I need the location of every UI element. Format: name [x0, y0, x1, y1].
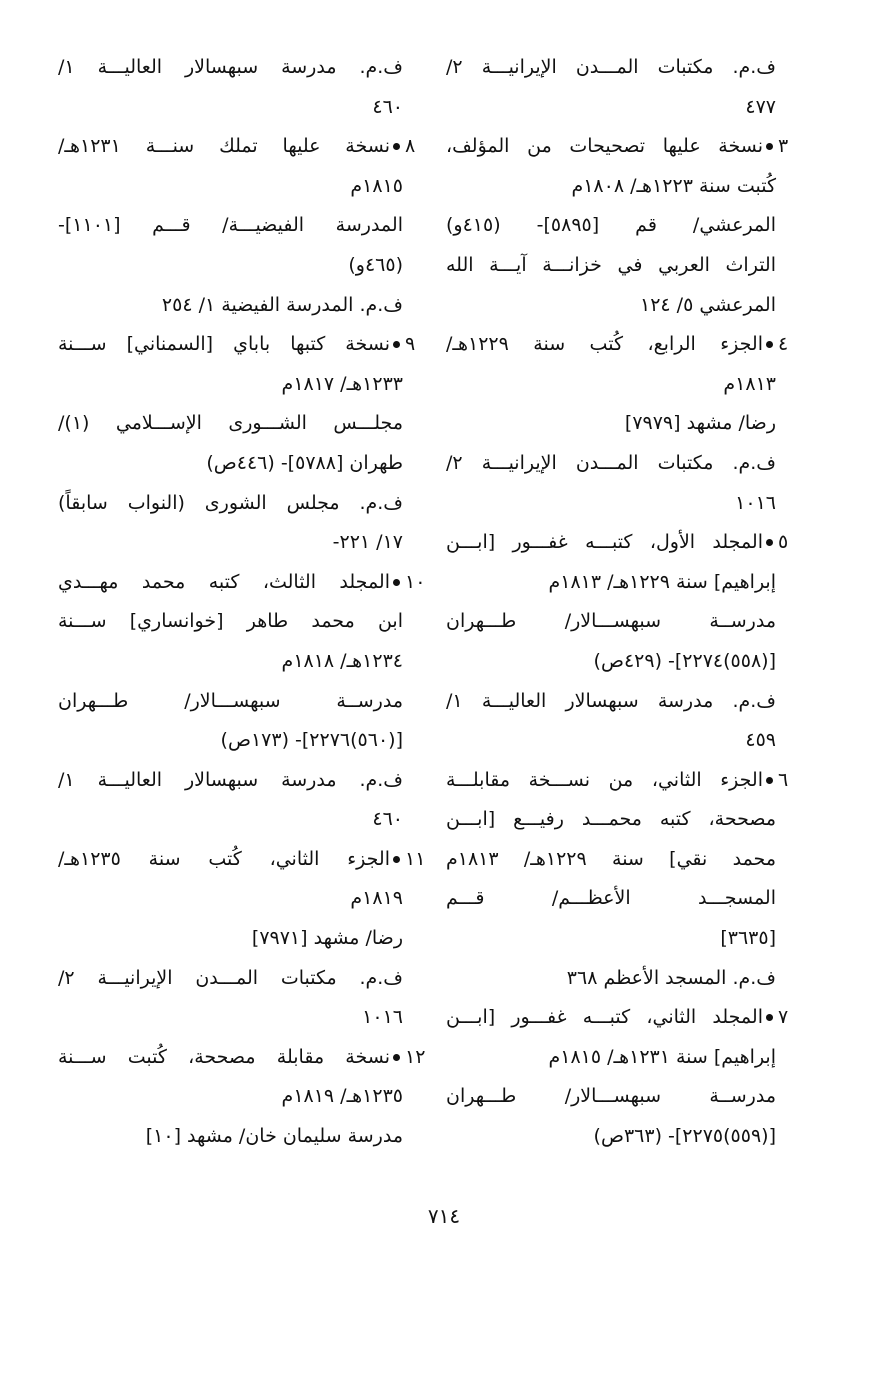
entry-number: ٦: [778, 768, 789, 791]
line-text: محمد نقي] سنة ١٢٢٩هـ/ ١٨١٣م: [446, 847, 776, 870]
bullet-icon: [766, 1014, 773, 1021]
line-text: ف.م. مكتبات المـــدن الإيرانيـــة ٢/: [446, 56, 776, 78]
line-text: الجزء الثاني، كُتب سنة ١٢٣٥هـ/: [58, 847, 390, 870]
entry-number: ١١: [405, 847, 426, 870]
line-text: [٣٦٣٥]: [720, 927, 776, 950]
line-text: المجلد الثالث، كتبه محمد مهـــدي: [58, 570, 390, 593]
line-text: ف.م. مكتبات المـــدن الإيرانيـــة ٢/: [58, 966, 403, 989]
line-text: نسخة كتبها باباي [السمناني] ســـنة: [58, 333, 390, 356]
bullet-icon: [393, 856, 400, 863]
right-column-line: [446, 563, 776, 603]
right-column-line: [446, 919, 776, 959]
left-column-line: [58, 48, 403, 88]
line-text: ١٠١٦: [735, 491, 776, 514]
left-column-line: [58, 325, 416, 365]
entry-number: ٥: [778, 531, 789, 554]
left-column-line: [58, 800, 403, 840]
page-number: ٧١٤: [427, 1204, 461, 1228]
line-text: إبراهيم] سنة ١٢٣١هـ/ ١٨١٥م: [548, 1045, 776, 1068]
line-text: نسخة عليها تصحيحات من المؤلف،: [446, 135, 763, 158]
right-column-line: [446, 840, 776, 880]
left-column-line: [58, 1077, 403, 1117]
line-text: ١٢٣٤هـ/ ١٨١٨م: [281, 649, 403, 672]
line-text: كُتبت سنة ١٢٢٣هـ/ ١٨٠٨م: [571, 174, 776, 197]
line-text: المجلد الثاني، كتبـــه غفـــور [ابـــن: [446, 1006, 763, 1029]
line-text: ف.م. المسجد الأعظم ٣٦٨: [566, 966, 776, 989]
left-column-line: [58, 682, 403, 722]
line-text: ابن محمد طاهر [خوانساري] ســـنة: [58, 610, 403, 633]
line-text: مصححة، كتبه محمـــد رفيـــع [ابـــن: [446, 808, 776, 831]
left-column-line: [58, 840, 426, 880]
left-column-line: [58, 404, 403, 444]
right-column-line: [446, 246, 776, 286]
entry-number: ٤: [778, 333, 789, 356]
bullet-icon: [393, 341, 400, 348]
left-column-line: [58, 761, 403, 801]
left-column-line: [58, 721, 403, 761]
right-column-line: [446, 286, 776, 326]
right-column-line: [446, 484, 776, 524]
right-column-line: [446, 1077, 776, 1117]
line-text: ٤٦٠: [372, 95, 403, 118]
line-text: ف.م. المدرسة الفيضية ١/ ٢٥٤: [161, 293, 403, 316]
line-text: المرعشي ٥/ ١٢٤: [640, 293, 776, 316]
right-column-line: [446, 206, 776, 246]
bullet-icon: [766, 777, 773, 784]
line-text: إبراهيم] سنة ١٢٢٩هـ/ ١٨١٣م: [548, 570, 776, 593]
left-column-line: [58, 206, 403, 246]
left-column-line: [58, 365, 403, 405]
line-text: ١٢٣٥هـ/ ١٨١٩م: [281, 1085, 403, 1108]
entry-number: ٧: [778, 1006, 789, 1029]
right-column-line: [446, 879, 776, 919]
entry-number: ٣: [778, 135, 789, 158]
left-column-line: [58, 523, 403, 563]
line-text: مدرســة سبهســـالار/ طـــهران: [446, 610, 776, 633]
bullet-icon: [393, 579, 400, 586]
bullet-icon: [766, 539, 773, 546]
bullet-icon: [393, 1054, 400, 1061]
left-column: [58, 48, 426, 1157]
left-column-line: [58, 642, 403, 682]
line-text: ف.م. مكتبات المـــدن الإيرانيـــة ٢/: [446, 451, 776, 474]
line-text: ١٧/ ٢٢١-: [332, 531, 403, 554]
line-text: ٤٦٠: [372, 808, 403, 831]
line-text: الجزء الثاني، من نســـخة مقابلـــة: [446, 768, 763, 791]
bullet-icon: [393, 143, 400, 150]
right-column-line: [446, 642, 776, 682]
left-column-line: [58, 88, 403, 128]
entry-number: ١٠: [405, 570, 426, 593]
entry-number: ٩: [405, 333, 416, 356]
right-column-line: [446, 523, 789, 563]
right-column-line: [446, 721, 776, 761]
line-text: مجلـــس الشـــورى الإســـلامي (١)/: [58, 412, 403, 435]
line-text: ٤٥٩: [745, 729, 776, 752]
line-text: المجلد الأول، كتبـــه غفـــور [ابـــن: [446, 531, 763, 554]
line-text: ف.م. مدرسة سبهسالار العاليـــة ١/: [58, 768, 403, 791]
right-column-line: [446, 88, 776, 128]
right-column-line: [446, 1038, 776, 1078]
left-column-line: [58, 246, 403, 286]
line-text: ١٨١٥م: [350, 174, 403, 197]
line-text: التراث العربي في خزانـــة آيـــة الله: [446, 253, 776, 276]
line-text: الجزء الرابع، كُتب سنة ١٢٢٩هـ/: [446, 333, 763, 356]
right-column-line: [446, 959, 776, 999]
line-text: ف.م. مدرسة سبهسالار العاليـــة ١/: [446, 689, 776, 712]
line-text: ١٢٣٣هـ/ ١٨١٧م: [281, 372, 403, 395]
left-column-line: [58, 602, 403, 642]
left-column-line: [58, 127, 416, 167]
line-text: ف.م. مجلس الشورى (النواب سابقاً): [58, 491, 403, 514]
line-text: مدرسة سليمان خان/ مشهد [١٠]: [145, 1125, 403, 1148]
line-text: مدرســة سبهســـالار/ طـــهران: [446, 1085, 776, 1108]
right-column-line: [446, 800, 776, 840]
line-text: نسخة عليها تملك سنـــة ١٢٣١هـ/: [58, 135, 390, 158]
left-column-line: [58, 286, 403, 326]
entry-number: ٨: [405, 135, 416, 158]
line-text: ١٨١٣م: [723, 372, 776, 395]
left-column-line: [58, 167, 403, 207]
left-column-line: [58, 484, 403, 524]
line-text: رضا/ مشهد [٧٩٧١]: [251, 927, 403, 950]
line-text: (٤٦٥و): [348, 253, 403, 276]
line-text: [(٥٥٨)٢٢٧٤]- (٤٢٩ص): [593, 649, 776, 672]
line-text: نسخة مقابلة مصححة، كُتبت ســـنة: [58, 1045, 390, 1068]
line-text: المسجـــد الأعظـــم/ قـــم: [446, 887, 776, 910]
right-column-line: [446, 1117, 776, 1157]
line-text: ٤٧٧: [745, 95, 776, 118]
left-column-line: [58, 919, 403, 959]
left-column-line: [58, 1117, 403, 1157]
line-text: رضا/ مشهد [٧٩٧٩]: [624, 412, 776, 435]
line-text: مدرســة سبهســـالار/ طـــهران: [58, 689, 403, 712]
line-text: طهران [٥٧٨٨]- (٤٤٦ص): [206, 451, 403, 474]
left-column-line: [58, 563, 426, 603]
right-column-line: [446, 998, 789, 1038]
right-column-line: [446, 404, 776, 444]
line-text: ١٠١٦: [362, 1006, 403, 1029]
line-text: المدرسة الفيضيـــة/ قـــم [١١٠١]-: [58, 214, 403, 237]
line-text: [(٥٥٩)٢٢٧٥]- (٣٦٣ص): [593, 1125, 776, 1148]
entry-number: ١٢: [405, 1045, 426, 1068]
bullet-icon: [766, 143, 773, 150]
right-column-line: [446, 48, 776, 88]
line-text: ف.م. مدرسة سبهسالار العاليـــة ١/: [58, 56, 403, 78]
right-column-line: [446, 167, 776, 207]
left-column-line: [58, 959, 403, 999]
right-column-line: [446, 325, 789, 365]
right-column-line: [446, 444, 776, 484]
line-text: [(٥٦٠)٢٢٧٦]- (١٧٣ص): [220, 729, 403, 752]
left-column-line: [58, 1038, 426, 1078]
right-column-line: [446, 761, 789, 801]
right-column-line: [446, 127, 789, 167]
left-column-line: [58, 879, 403, 919]
right-column-line: [446, 365, 776, 405]
right-column-line: [446, 682, 776, 722]
line-text: ١٨١٩م: [350, 887, 403, 910]
left-column-line: [58, 998, 403, 1038]
line-text: المرعشي/ قم [٥٨٩٥]- (٤١٥و): [446, 214, 776, 237]
right-column: [446, 48, 789, 1157]
bullet-icon: [766, 341, 773, 348]
left-column-line: [58, 444, 403, 484]
right-column-line: [446, 602, 776, 642]
